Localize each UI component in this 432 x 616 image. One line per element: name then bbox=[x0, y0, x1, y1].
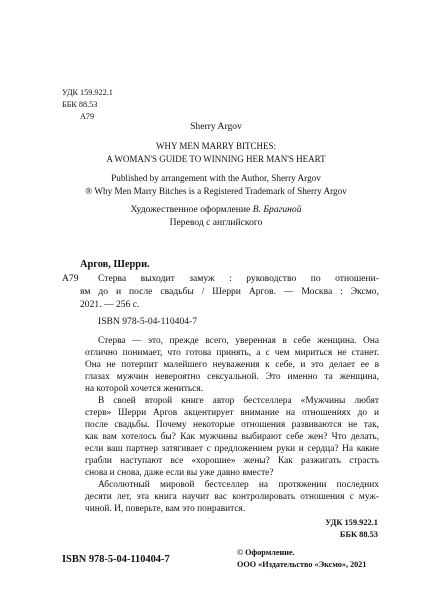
original-title-line2: A WOMAN'S GUIDE TO WINNING HER MAN'S HEART bbox=[106, 154, 326, 164]
original-author: Sherry Argov bbox=[190, 121, 242, 132]
bbk-code-top: ББК 88.53 bbox=[62, 100, 98, 109]
original-title-line1: WHY MEN MARRY BITCHES: bbox=[155, 141, 277, 151]
record-heading: Аргов, Шерри. bbox=[80, 259, 150, 270]
annotation-p3-line-2: десяти лет, эта книга научит вас контролировать отношения с муж- bbox=[85, 492, 379, 502]
annotation-p1-line-2: отлично понимает, что готова принять, а с чем мириться не станет. bbox=[85, 348, 379, 358]
design-credit bbox=[0, 204, 432, 216]
annotation-p2-line-6: грабли наступают все «хорошие» жены? Как разжигать страсть bbox=[85, 456, 379, 466]
author-mark-top: А79 bbox=[80, 112, 95, 121]
annotation-p3-line-3: чиной. И, поверьте, вам это понравится. bbox=[85, 504, 246, 514]
annotation-p3-line-1: Абсолютный мировой бестселлер на протяжении последних bbox=[98, 480, 379, 490]
udk-code-top: УДК 159.922.1 bbox=[62, 88, 113, 97]
record-isbn: ISBN 978-5-04-110404-7 bbox=[98, 316, 198, 327]
record-desc-line-1: Стерва выходит замуж : руководство по отношени- bbox=[98, 273, 379, 284]
footer-isbn: ISBN 978-5-04-110404-7 bbox=[62, 554, 170, 565]
bbk-code-bottom: ББК 88.53 bbox=[339, 530, 378, 539]
copyright-design: © Оформление. bbox=[237, 548, 295, 557]
annotation-p2-line-5: если ваш партнер затягивает с предложением руки и сердца? На какие bbox=[85, 444, 379, 454]
designer-name: В. Брагиной bbox=[252, 204, 302, 215]
record-desc-line-3: 2021. — 256 с. bbox=[80, 299, 140, 310]
copyright-publisher: ООО «Издательство «Эксмо», 2021 bbox=[237, 560, 367, 569]
annotation-p2-line-3: после свадьбы. Почему некоторые отношения развиваются не так, bbox=[85, 420, 379, 430]
annotation-p1-line-1: Стерва — это, прежде всего, уверенная в себе женщина. Она bbox=[98, 336, 379, 346]
trademark-note: ® Why Men Marry Bitches is a Registered Trademark of Sherry Argov bbox=[85, 186, 347, 196]
record-desc-line-2: ям до и после свадьбы / Шерри Аргов. — Москва : Эксмо, bbox=[80, 286, 379, 297]
annotation-p2-line-7: снова и снова, даже если вы уже давно вместе? bbox=[85, 468, 274, 478]
record-mark: А79 bbox=[62, 273, 79, 284]
udk-code-bottom: УДК 159.922.1 bbox=[325, 518, 378, 527]
annotation-p1-line-4: глазах мужчин невероятно сексуальной. Это именно та женщина, bbox=[85, 372, 379, 382]
design-label: Художественное оформление bbox=[130, 204, 251, 215]
annotation-p1-line-3: Она не потерпит малейшего неуважения к себе, и это делает ее в bbox=[85, 360, 379, 370]
annotation-p2-line-1: В своей второй книге автор бестселлера «Мужчины любят bbox=[98, 396, 379, 406]
annotation-p1-line-5: на которой хочется жениться. bbox=[85, 384, 203, 394]
annotation-p2-line-4: как вам хотелось бы? Как мужчины выбирают себе жен? Что делать, bbox=[85, 432, 379, 442]
translation-note: Перевод с английского bbox=[169, 217, 263, 228]
arrangement-note: Published by arrangement with the Author, Sherry Argov bbox=[111, 173, 321, 183]
annotation-p2-line-2: стерв» Шерри Аргов акцентирует внимание на отношениях до и bbox=[85, 408, 379, 418]
